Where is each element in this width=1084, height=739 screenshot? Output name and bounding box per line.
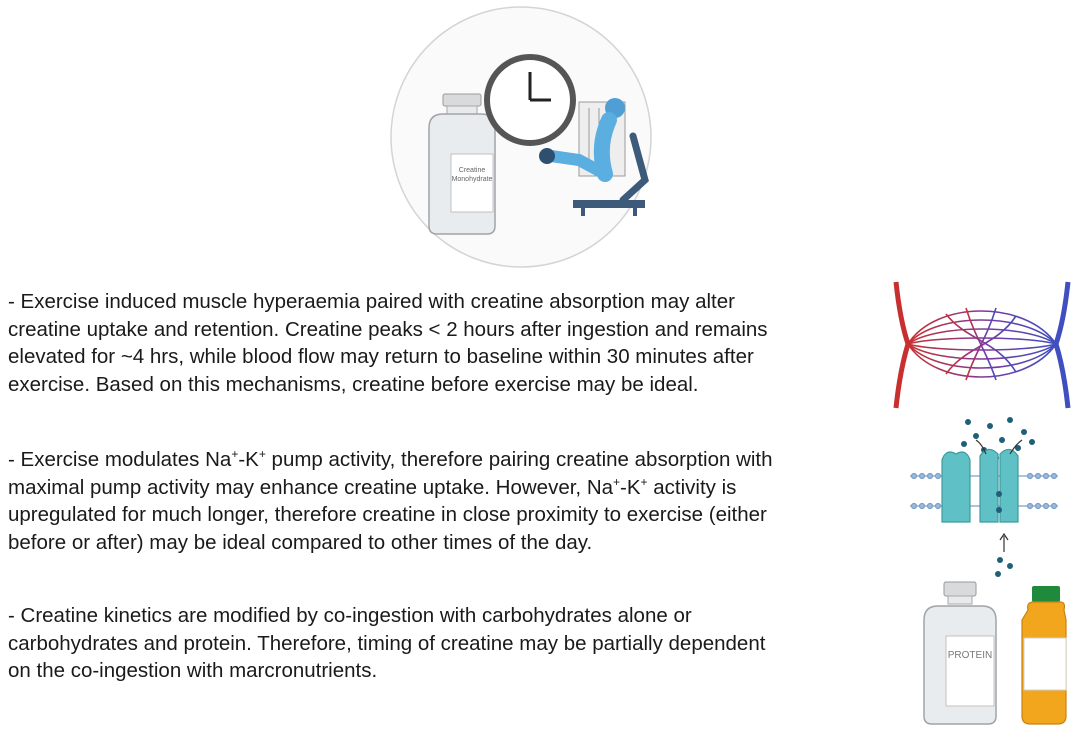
bottles-svg: [914, 580, 1080, 726]
creatine-bottle-icon: [429, 94, 495, 234]
paragraph-2-line-1-b: -K: [238, 448, 259, 471]
blood-vessel-network-icon: [886, 280, 1078, 410]
paragraph-na-k-pump: [8, 446, 878, 556]
paragraph-2-line-2-a: maximal pump activity may enhance creatine uptake. However, Na: [8, 475, 614, 499]
protein-label: PROTEIN: [947, 650, 993, 661]
hero-svg: [383, 4, 659, 270]
paragraph-1-line-2: creatine uptake and retention. Creatine peaks < 2 hours after ingestion and remains: [8, 317, 768, 341]
arrow-left: [976, 440, 986, 454]
ion-particles-bottom: [995, 557, 1013, 577]
supplement-bottles: [914, 580, 1080, 726]
paragraph-1-line-4: exercise. Based on this mechanisms, creatine before exercise may be ideal.: [8, 372, 699, 396]
paragraph-3-line-3: on the co-ingestion with marcronutrients.: [8, 659, 378, 682]
superscript-plus: +: [613, 474, 621, 489]
paragraph-1-line-1: - Exercise induced muscle hyperaemia paired with creatine absorption may alter: [8, 290, 735, 313]
bottle-label-word: Monohydrate: [451, 176, 493, 183]
superscript-plus: +: [640, 474, 648, 489]
paragraph-2-line-1-c: pump activity, therefore pairing creatine absorption with: [265, 448, 773, 471]
membrane-pump-icon: [906, 414, 1062, 578]
paragraph-1-line-3: elevated for ~4 hrs, while blood flow may return to baseline within 30 minutes after: [8, 345, 754, 368]
paragraph-3-line-2: carbohydrates and protein. Therefore, timing of creatine may be partially dependent: [8, 631, 766, 655]
superscript-plus: +: [231, 447, 239, 461]
paragraph-2-line-4: before or after) may be ideal compared to other times of the day.: [8, 530, 593, 554]
paragraph-hyperaemia: [8, 288, 878, 398]
paragraph-2-line-3: upregulated for much longer, therefore creatine in close proximity to exercise (either: [8, 503, 767, 526]
paragraph-2-line-1-a: - Exercise modulates Na: [8, 448, 232, 471]
capillary-bed: [908, 308, 1056, 380]
vessels-svg: [886, 280, 1078, 410]
clock-icon: [487, 57, 573, 143]
juice-bottle-icon: [1022, 586, 1066, 724]
pump-svg: [906, 414, 1062, 578]
bottle-label-word: Creatine: [458, 167, 486, 174]
pump-protein: [942, 449, 1018, 522]
paragraph-3-line-1: - Creatine kinetics are modified by co-ingestion with carbohydrates alone or: [8, 604, 692, 627]
hero-illustration: [383, 4, 659, 270]
paragraph-co-ingestion: [8, 602, 878, 685]
paragraph-2-line-2-b: -K: [620, 475, 641, 499]
paragraph-2-line-2-c: activity is: [647, 475, 737, 499]
superscript-plus: +: [258, 447, 266, 461]
